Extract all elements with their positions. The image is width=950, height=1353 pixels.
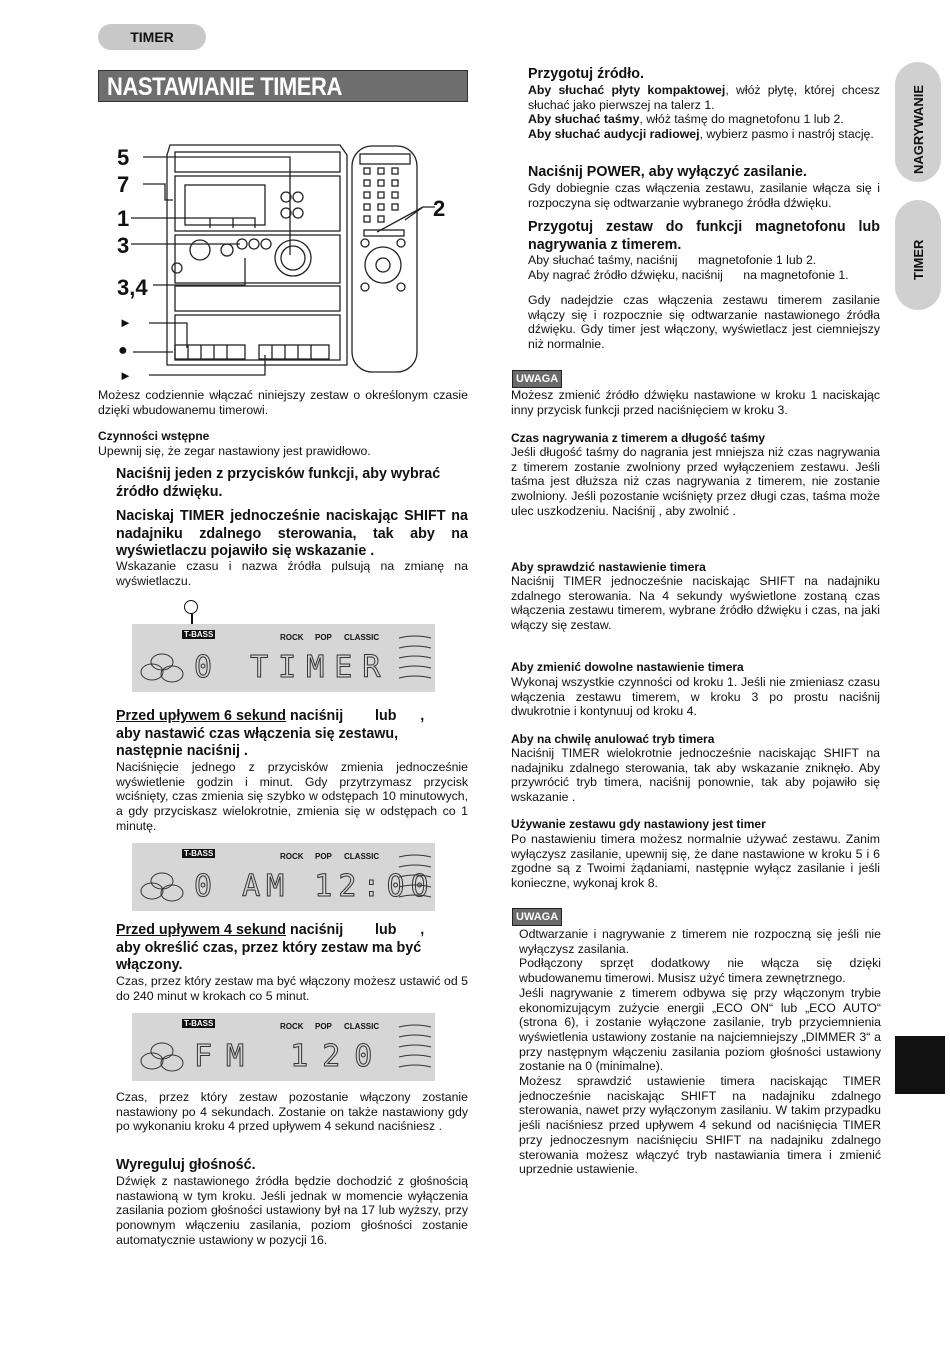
step8-line1: Aby słuchać taśmy, naciśnij magnetofonie 1 lub 2. [528,253,817,267]
step4-text: Czas, przez który zestaw ma być włączony możesz ustawić od 5 do 240 minut w krokach co 5 minut. [116,974,468,1003]
step6-item-cd [528,83,880,112]
step3-heading-rest1: naciśnij lub , [286,708,425,724]
lcd3-tbass: T-BASS [184,1019,214,1028]
step3-heading-rest2: aby nastawić czas włączenia się zestawu, następnie naciśnij . [116,725,399,759]
callout-3-4: 3,4 [117,275,148,300]
side-tab-timer-label: TIMER [911,239,926,280]
step8-text: Gdy nadejdzie czas włączenia zestawu timerem zasilanie włączy się i rozpocznie się odtwarzanie nastawionego źródła dźwięku. Gdy timer jest włączony, wyświetlacz jest ciemniejszy niż normalnie. [528,293,880,352]
step4-heading-rest1: naciśnij lub , [286,922,425,938]
step6-item-radio [528,127,880,142]
intro-text: Możesz codziennie włączać niniejszy zestaw o określonym czasie dzięki wbudowanemu timerowi. [98,388,468,417]
play-symbol-1: ► [119,315,132,330]
timer-icon-indicator [184,600,198,614]
after-step4-text: Czas, przez który zestaw pozostanie włączony zostanie nastawiony po 4 sekundach. Zostanie on także nastawiony gdy po wykonaniu kroku 4 przed upływem 4 sekund naciśniesz . [116,1090,468,1134]
lcd3-mode-pop: POP [315,1022,332,1031]
lcd3-mode-classic: CLASSIC [344,1022,380,1031]
callout-5: 5 [117,145,130,170]
lcd3-mode-rock: ROCK [280,1022,304,1031]
step6-item-tape-bold: Aby słuchać taśmy [528,112,640,127]
step1-heading: Naciśnij jeden z przycisków funkcji, aby wybrać źródło dźwięku. [116,466,441,500]
page-title: NASTAWIANIE TIMERA [107,73,342,101]
lcd-display-3 [132,1013,435,1081]
step5-text: Dźwięk z nastawionego źródła będzie dochodzić z głośnością nastawioną w tym kroku. Jeśli jednak w momencie wyłączenia zasilania poziom głośności ustawiony był na 17 lub wyższy, przy ponownym włączeniu zasilania, poziom głośności zostanie automatycznie ustawiony w pozycji 16. [116,1174,468,1247]
page-title-bar [98,70,468,102]
step3-text: Naciśnięcie jednego z przycisków zmienia jednocześnie wyświetlenie godzin i minut. Gdy przytrzymasz przycisk wciśnięty, czas zmienia się szybko w odstępach 10 minutowych, a gdy przyciskasz wielokrotnie, zmienia się w odstępach co 1 minutę. [116,760,468,833]
sec1-text: Jeśli długość taśmy do nagrania jest mniejsza niż czas nagrywania z timerem zostanie zwolniony przed wyłączeniem zestawu. Jeśli taśma jest dłuższa niż czas nagrywania z timerem, nie zostanie zwolniony. Jeśli pozostanie wciśnięty przez długi czas, taśma może ulec uszkodzeniu. Naciśnij , aby zwolnić . [511,445,880,518]
sec3-text: Wykonaj wszystkie czynności od kroku 1. Jeśli nie zmieniasz czasu włączenia zestawu timerem, w kroku 3 po prostu naciśnij dwukrotnie i kontynuuj od kroku 4. [511,675,880,719]
note2-para-2: Podłączony sprzęt dodatkowy nie włącza się dzięki wbudowanemu timerowi. Musisz użyć timera zewnętrznego. [519,956,881,986]
step6-item-cd-text: , włóż płytę, której chcesz słuchać jako pierwszej na talerz 1. [528,83,880,112]
step2-text: Wskazanie czasu i nazwa źródła pulsują na zmianę na wyświetlaczu. [116,559,468,588]
side-tab-nagrywanie [895,62,941,182]
note2-para-3: Jeśli nagrywanie z timerem odbywa się przy włączonym trybie ekonomizującym zużycie energii „ECO ON“ lub „ECO AUTO“ (strona 6), i zostanie wyłączone zasilanie, tryb przyciemnienia wyświetlenia ustawiony zostanie na najciemniejszy „DIMMER 3“ a przy następnym włączeniu zasilania poziom głośności ustawiony zostanie na 0 (minimalne). [519,985,881,1074]
lcd2-mode-pop: POP [315,852,332,861]
step4-heading [116,922,468,975]
sec4-heading: Aby na chwilę anulować tryb timera [511,732,715,746]
sec3-heading: Aby zmienić dowolne nastawienie timera [511,660,744,674]
step2-heading: Naciskaj TIMER jednocześnie naciskając SHIFT na nadajniku zdalnego sterowania, tak aby na wyświetlaczu pojawiło się wskazanie . [116,508,468,559]
step6-heading: Przygotuj źródło. [528,66,644,82]
step4-heading-rest2: aby określić czas, przez który zestaw ma być włączony. [116,939,422,973]
record-symbol: ● [118,342,128,359]
step6-item-radio-text: , wybierz pasmo i nastrój stację. [699,127,874,142]
step8-heading: Przygotuj zestaw do funkcji magnetofonu lub nagrywania z timerem. [528,219,880,253]
stereo-drawing [115,140,465,380]
lcd1-segment-text: 0 TIMER [194,650,391,685]
lcd2-discs [138,867,188,907]
sec2-heading: Aby sprawdzić nastawienie timera [511,560,706,574]
lcd2-mode-rock: ROCK [280,852,304,861]
note-label-1: UWAGA [512,370,562,388]
side-tab-timer [895,200,941,310]
note2-block [519,927,881,1177]
callout-2: 2 [433,196,446,221]
lcd2-tbass: T-BASS [184,849,214,858]
section-pill: TIMER [98,24,206,50]
step6-item-tape-text: , włóż taśmę do magnetofonu 1 lub 2. [639,112,844,127]
sec5-heading: Używanie zestawu gdy nastawiony jest timer [511,817,766,831]
lcd1-discs [138,648,188,688]
step8-line2: Aby nagrać źródło dźwięku, naciśnij na magnetofonie 1. [528,268,849,282]
callout-7: 7 [117,172,130,197]
note2-para-1: Odtwarzanie i nagrywanie z timerem nie rozpoczną się jeśli nie wyłączysz zasilania. [519,927,881,956]
step6-item-tape [528,112,880,127]
prep-text: Upewnij się, że zegar nastawiony jest prawidłowo. [98,444,371,458]
stereo-illustration [115,140,465,380]
lcd1-mode-pop: POP [315,633,332,642]
callout-3: 3 [117,233,130,258]
step4-heading-time: Przed upływem 4 sekund [116,922,287,938]
step5-heading: Wyreguluj głośność. [116,1157,256,1173]
lcd2-segment-text: 0 AM 12:00 [194,869,435,904]
note1-text: Możesz zmienić źródło dźwięku nastawione w kroku 1 naciskając inny przycisk funkcji przed naciśnięciem w kroku 3. [511,388,880,417]
play-symbol-2: ► [119,368,132,383]
step7-heading: Naciśnij POWER, aby wyłączyć zasilanie. [528,164,807,180]
callout-1: 1 [117,206,130,231]
lcd1-mode-classic: CLASSIC [344,633,380,642]
lcd-display-1 [132,624,435,692]
note-label-2: UWAGA [512,908,562,926]
lcd1-level-bars [397,632,433,688]
sec2-text: Naciśnij TIMER jednocześnie naciskając SHIFT na nadajniku zdalnego sterowania. Na 4 sekundy wyświetlone zostaną czas włączenia zestawu timerem, wybrane źródło dźwięku i czas, na jaki włączy się zestaw. [511,574,880,633]
lcd-display-2 [132,843,435,911]
lcd2-level-bars [397,851,433,907]
lcd3-segment-text: FM 120 [194,1039,387,1074]
sec1-heading: Czas nagrywania z timerem a długość taśmy [511,431,766,445]
step6-items [528,83,880,142]
step6-item-cd-bold: Aby słuchać płyty kompaktowej [528,83,726,97]
lcd1-mode-rock: ROCK [280,633,304,642]
step3-heading [116,708,468,761]
sec5-text: Po nastawieniu timera możesz normalnie używać zestawu. Zanim wyłączysz zasilanie, upewnij się, że dane nastawione w kroku 5 i 6 zgodne są z Twoimi żądaniami, następnie wyłącz zasilanie i jeśli konieczne, wykonaj krok 8. [511,832,880,891]
side-tab-nagrywanie-label: NAGRYWANIE [911,84,926,174]
prep-heading: Czynności wstępne [98,429,210,443]
step6-item-radio-bold: Aby słuchać audycji radiowej [528,127,700,142]
note2-para-4: Możesz sprawdzić ustawienie timera naciskając TIMER jednocześnie naciskając SHIFT na nadajniku zdalnego sterowania, nawet przy wyłączonym zasilaniu. W takim przypadku jeśli naciśniesz przed upływem 4 sekund od naciśnięcia TIMER przy jednoczesnym naciśnięciu SHIFT na nadajniku zdalnego sterowania możesz włączyć tryb nastawiania timera i zmienić uprzednie ustawienie. [519,1074,881,1177]
lcd1-tbass: T-BASS [184,630,214,639]
step3-heading-time: Przed upływem 6 sekund [116,708,287,724]
lcd3-level-bars [397,1021,433,1077]
lcd3-discs [138,1037,188,1077]
step7-text: Gdy dobiegnie czas włączenia zestawu, zasilanie włącza się i rozpoczyna się odtwarzanie wybranego źródła dźwięku. [528,181,880,210]
lcd2-mode-classic: CLASSIC [344,852,380,861]
page-edge-marker [895,1036,945,1094]
sec4-text: Naciśnij TIMER wielokrotnie jednocześnie naciskając SHIFT na nadajniku zdalnego sterowania, tak aby wskazanie zniknęło. Aby przywrócić tryb timera, naciśnij ponownie, tak aby pojawiło się wskazanie . [511,746,880,805]
